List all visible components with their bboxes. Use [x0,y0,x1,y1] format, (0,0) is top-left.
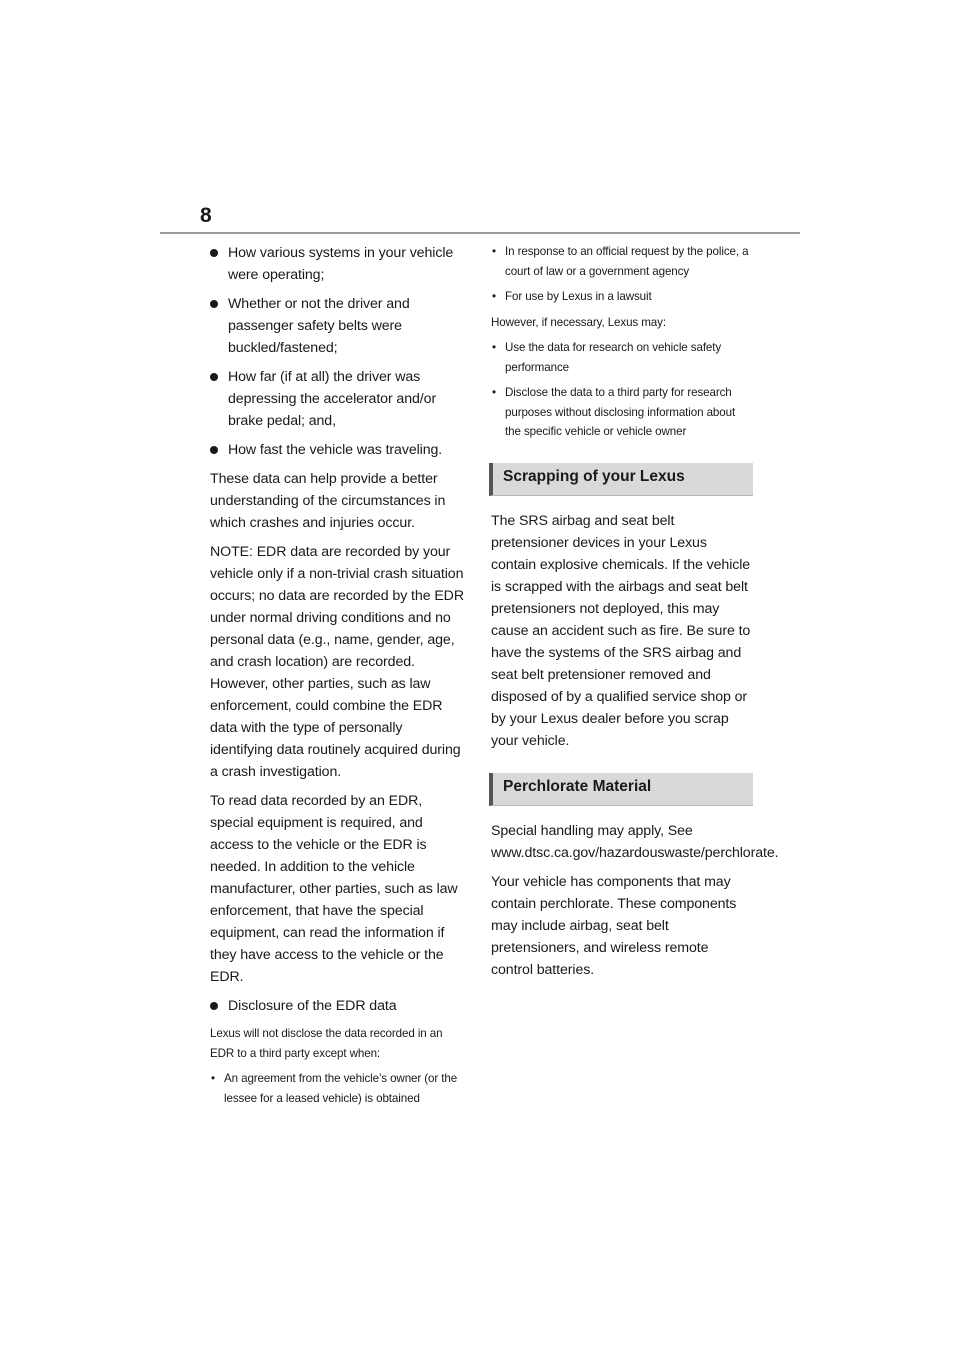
bullet-item [210,995,468,1017]
bullet-text: How far (if at all) the driver was depressing the accelerator and/or brake pedal; and, [228,369,437,429]
bullet-text: How fast the vehicle was traveling. [228,442,443,458]
bullet-item [210,293,468,359]
bullet-icon [210,300,218,308]
paragraph: These data can help provide a better understanding of the circumstances in which crashes and injuries occur. [210,471,446,531]
section-heading-scrapping [489,463,753,496]
bullet-icon [210,1002,218,1010]
bullet-item [210,439,468,461]
paragraph: The SRS airbag and seat belt pretensioner devices in your Lexus contain explosive chemicals. If the vehicle is scrapped with the airbags and seat belt pretensioners not deployed, this may cause an accident such as fire. Be sure to have the systems of the SRS airbag and seat belt pretensioner removed and disposed of by a qualified service shop or by your Lexus dealer before you scrap your vehicle. [491,512,751,749]
page-number: 8 [200,204,212,227]
header-rule [160,232,800,234]
sub-list-item [491,383,753,442]
small-paragraph: Lexus will not disclose the data recorded in an EDR to a third party except when: [210,1027,443,1060]
bullet-item [210,366,468,432]
small-paragraph: However, if necessary, Lexus may: [491,315,666,329]
bullet-icon [210,446,218,454]
bullet-item [210,242,468,286]
paragraph: Special handling may apply, See www.dtsc.ca.gov/hazardouswaste/perchlorate. [491,822,779,861]
sub-list-text: An agreement from the vehicle’s owner (or the lessee for a leased vehicle) is obtained [224,1072,458,1105]
sub-list-item [210,1069,468,1108]
bullet-text: How various systems in your vehicle were operating; [228,245,454,283]
section-title: Perchlorate Material [503,777,652,795]
dot-icon: • [492,290,496,303]
section-heading-perchlorate [489,773,753,806]
dot-icon: • [492,245,496,258]
dot-icon: • [492,341,496,354]
bullet-text: Disclosure of the EDR data [228,998,397,1014]
bullet-icon [210,249,218,257]
section-title: Scrapping of your Lexus [503,467,685,485]
sub-list-item [491,287,753,307]
sub-list-text: In response to an official request by the police, a court of law or a government agency [505,245,749,278]
sub-list-item [491,338,753,377]
sub-list-text: Disclose the data to a third party for research purposes without disclosing information about the specific vehicle or vehicle owner [505,386,736,438]
paragraph: Your vehicle has components that may contain perchlorate. These components may include airbag, seat belt pretensioners, and wireless remote control batteries. [491,873,737,978]
sub-list-text: For use by Lexus in a lawsuit [505,290,652,303]
right-column [491,242,779,988]
note-paragraph: NOTE: EDR data are recorded by your vehicle only if a non-trivial crash situation occurs; no data are recorded by the EDR under normal driving conditions and no personal data (e.g., name, gender, age, and crash location) are recorded. However, other parties, such as law enforcement, could combine the EDR data with the type of personally identifying data routinely acquired during a crash investigation. [210,544,464,780]
sub-list-text: Use the data for research on vehicle safety performance [505,341,722,374]
dot-icon: • [211,1072,215,1085]
bullet-icon [210,373,218,381]
dot-icon: • [492,386,496,399]
bullet-text: Whether or not the driver and passenger safety belts were buckled/fastened; [228,296,410,356]
paragraph: To read data recorded by an EDR, special equipment is required, and access to the vehicle or the EDR is needed. In addition to the vehicle manufacturer, other parties, such as law enforcement, that have the special equipment, can read the information if they have access to the vehicle or the EDR. [210,793,458,985]
left-column [210,242,468,1114]
sub-list-item [491,242,753,281]
